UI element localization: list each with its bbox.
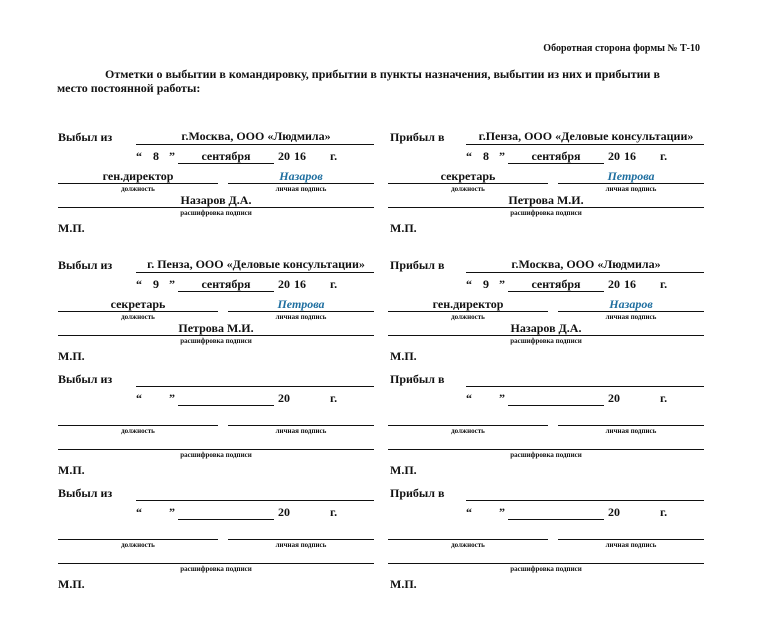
arrived-label: Прибыл в: [390, 486, 445, 500]
date-quote-close: ”: [499, 277, 505, 291]
date-quote-close: ”: [169, 149, 175, 163]
arrived-label: Прибыл в: [390, 258, 445, 272]
signature-field[interactable]: Петрова: [607, 169, 655, 183]
year-prefix: 20: [278, 149, 290, 163]
signature-field[interactable]: Петрова: [277, 297, 325, 311]
year-suffix: г.: [330, 505, 338, 519]
decoding-caption: расшифровка подписи: [510, 209, 582, 217]
signature-line: [558, 539, 704, 540]
decoding-caption: расшифровка подписи: [180, 209, 252, 217]
record-4-left: [0, 474, 384, 589]
signature-line: [558, 425, 704, 426]
place-field-line: [466, 386, 704, 387]
date-quote-open: “: [466, 277, 472, 291]
date-quote-open: “: [466, 505, 472, 519]
position-line: [388, 539, 548, 540]
signature-field[interactable]: Назаров: [279, 169, 323, 183]
place-field[interactable]: г.Москва, ООО «Людмила»: [181, 129, 331, 143]
position-field[interactable]: ген.директор: [102, 169, 174, 183]
stamp-label: М.П.: [390, 463, 417, 477]
signature-caption: личная подпись: [275, 541, 327, 549]
position-caption: должность: [451, 185, 485, 193]
date-quote-open: “: [136, 149, 142, 163]
arrived-label: Прибыл в: [390, 372, 445, 386]
date-year-field[interactable]: 16: [294, 149, 306, 163]
position-caption: должность: [121, 185, 155, 193]
position-line: [58, 425, 218, 426]
departed-label: Выбыл из: [58, 486, 113, 500]
date-quote-close: ”: [169, 391, 175, 405]
decoding-line: [388, 449, 704, 450]
date-month-field[interactable]: сентября: [531, 277, 581, 291]
date-month-line: [178, 405, 274, 406]
position-caption: должность: [121, 427, 155, 435]
year-suffix: г.: [660, 149, 668, 163]
date-day-field[interactable]: 9: [153, 277, 159, 291]
record-4-right: [330, 474, 714, 589]
year-prefix: 20: [608, 149, 620, 163]
date-quote-close: ”: [499, 149, 505, 163]
arrived-label: Прибыл в: [390, 130, 445, 144]
date-day-field[interactable]: 8: [483, 149, 489, 163]
decoding-line: [58, 449, 374, 450]
position-field[interactable]: секретарь: [110, 297, 166, 311]
position-caption: должность: [451, 313, 485, 321]
date-quote-close: ”: [169, 277, 175, 291]
date-month-line: [508, 519, 604, 520]
stamp-label: М.П.: [58, 349, 85, 363]
decoding-field[interactable]: Петрова М.И.: [178, 321, 254, 335]
record-3-left: [0, 360, 384, 475]
decoding-line: [388, 563, 704, 564]
decoding-field[interactable]: Петрова М.И.: [508, 193, 584, 207]
date-quote-close: ”: [499, 505, 505, 519]
stamp-label: М.П.: [390, 221, 417, 235]
position-line: [58, 539, 218, 540]
signature-caption: личная подпись: [605, 427, 657, 435]
record-1-right: [330, 118, 714, 233]
place-field[interactable]: г.Москва, ООО «Людмила»: [511, 257, 661, 271]
year-prefix: 20: [608, 277, 620, 291]
stamp-label: М.П.: [58, 577, 85, 591]
stamp-label: М.П.: [58, 221, 85, 235]
year-suffix: г.: [660, 505, 668, 519]
date-month-line: [508, 405, 604, 406]
date-month-field[interactable]: сентября: [201, 149, 251, 163]
date-quote-open: “: [136, 505, 142, 519]
position-caption: должность: [451, 541, 485, 549]
departed-label: Выбыл из: [58, 130, 113, 144]
title-line-1: Отметки о выбытии в командировку, прибытии в пункты назначения, выбытии из них и прибытии в: [105, 67, 660, 81]
date-month-line: [178, 519, 274, 520]
signature-field[interactable]: Назаров: [609, 297, 653, 311]
date-year-field[interactable]: 16: [624, 277, 636, 291]
date-quote-close: ”: [499, 391, 505, 405]
decoding-caption: расшифровка подписи: [180, 337, 252, 345]
decoding-field[interactable]: Назаров Д.А.: [180, 193, 252, 207]
form-reference: Оборотная сторона формы № Т-10: [543, 43, 700, 54]
year-prefix: 20: [278, 277, 290, 291]
year-suffix: г.: [330, 391, 338, 405]
date-quote-open: “: [136, 391, 142, 405]
date-day-field[interactable]: 8: [153, 149, 159, 163]
date-quote-close: ”: [169, 505, 175, 519]
decoding-caption: расшифровка подписи: [510, 451, 582, 459]
document-title: [57, 67, 667, 95]
decoding-caption: расшифровка подписи: [510, 565, 582, 573]
year-suffix: г.: [330, 149, 338, 163]
year-suffix: г.: [330, 277, 338, 291]
signature-caption: личная подпись: [275, 185, 327, 193]
stamp-label: М.П.: [58, 463, 85, 477]
position-caption: должность: [451, 427, 485, 435]
decoding-caption: расшифровка подписи: [180, 451, 252, 459]
record-1-left: [0, 118, 384, 233]
decoding-line: [58, 563, 374, 564]
date-year-field[interactable]: 16: [294, 277, 306, 291]
year-prefix: 20: [278, 505, 290, 519]
signature-caption: личная подпись: [605, 313, 657, 321]
departed-label: Выбыл из: [58, 372, 113, 386]
decoding-caption: расшифровка подписи: [180, 565, 252, 573]
departed-label: Выбыл из: [58, 258, 113, 272]
decoding-field[interactable]: Назаров Д.А.: [510, 321, 582, 335]
year-prefix: 20: [608, 505, 620, 519]
date-year-field[interactable]: 16: [624, 149, 636, 163]
position-caption: должность: [121, 313, 155, 321]
title-line-2: место постоянной работы:: [57, 81, 201, 95]
record-3-right: [330, 360, 714, 475]
signature-caption: личная подпись: [605, 541, 657, 549]
position-caption: должность: [121, 541, 155, 549]
place-field-line: [466, 500, 704, 501]
year-prefix: 20: [608, 391, 620, 405]
date-month-field[interactable]: сентября: [531, 149, 581, 163]
place-field-line: [466, 272, 704, 273]
record-2-right: [330, 246, 714, 361]
stamp-label: М.П.: [390, 349, 417, 363]
year-prefix: 20: [278, 391, 290, 405]
record-2-left: [0, 246, 384, 361]
position-line: [388, 425, 548, 426]
position-field[interactable]: ген.директор: [432, 297, 504, 311]
position-field[interactable]: секретарь: [440, 169, 496, 183]
place-field-line: [466, 144, 704, 145]
signature-caption: личная подпись: [275, 427, 327, 435]
place-field[interactable]: г. Пенза, ООО «Деловые консультации»: [147, 257, 365, 271]
stamp-label: М.П.: [390, 577, 417, 591]
date-day-field[interactable]: 9: [483, 277, 489, 291]
date-quote-open: “: [466, 149, 472, 163]
date-quote-open: “: [466, 391, 472, 405]
year-suffix: г.: [660, 277, 668, 291]
place-field[interactable]: г.Пенза, ООО «Деловые консультации»: [478, 129, 694, 143]
decoding-caption: расшифровка подписи: [510, 337, 582, 345]
signature-caption: личная подпись: [605, 185, 657, 193]
signature-caption: личная подпись: [275, 313, 327, 321]
date-quote-open: “: [136, 277, 142, 291]
year-suffix: г.: [660, 391, 668, 405]
date-month-field[interactable]: сентября: [201, 277, 251, 291]
